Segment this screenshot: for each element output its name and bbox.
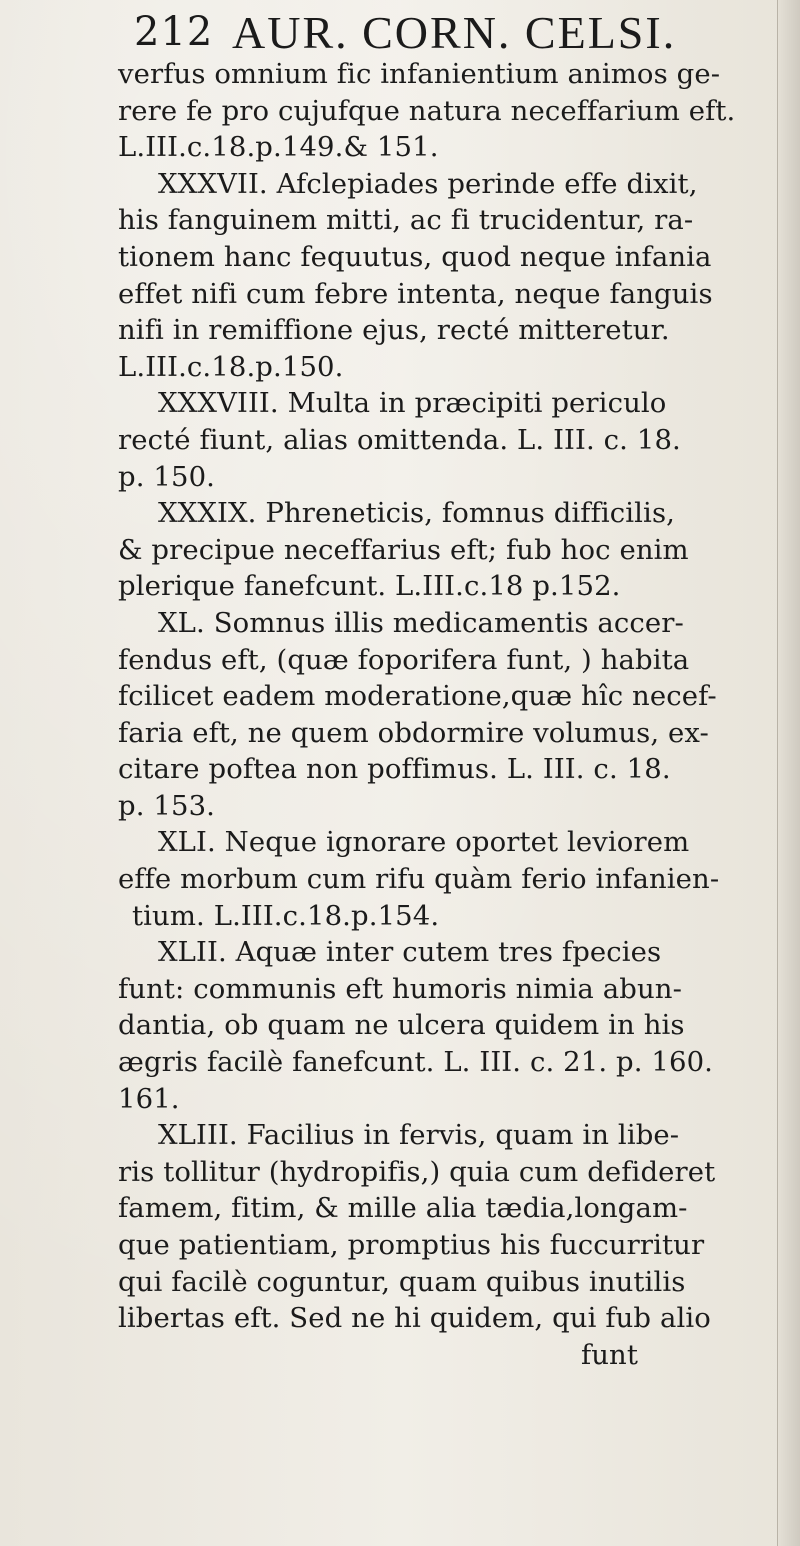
text-line: ægris facilè fanefcunt. L. III. c. 21. p. 160. [118,1046,714,1079]
citation-line: L.III.c.18.p.150. [118,350,344,383]
text-line: plerique fanefcunt. L.III.c.18 p.152. [118,570,621,603]
text-line: qui facilè coguntur, quam quibus inutilis [118,1265,686,1298]
text-line: citare poftea non poffimus. L. III. c. 18. [118,753,671,786]
text-line: libertas eft. Sed ne hi quidem, qui fub alio [118,1302,711,1335]
text-line: effe morbum cum rifu quàm ferio infanien- [118,863,720,896]
aphorism-start: XLIII. Facilius in fervis, quam in libe- [158,1119,680,1152]
text-line: funt: communis eft humoris nimia abun- [118,972,682,1005]
text-line: faria eft, ne quem obdormire volumus, ex- [118,716,709,749]
text-line: nifi in remiffione ejus, recté mitteretur. [118,314,670,347]
aphorism-start: XXXIX. Phreneticis, fomnus difficilis, [158,497,675,530]
text-line: rere fe pro cujufque natura neceffarium eft. [118,94,736,127]
page-number: 212 [134,9,214,55]
text-line: que patientiam, promptius his fuccurritur [118,1229,705,1261]
citation-line: p. 150. [118,460,216,493]
text-line: tium. L.III.c.18.p.154. [132,899,440,932]
catchword: funt [580,1338,638,1371]
text-line: effet nifi cum febre intenta, neque fanguis [118,277,713,310]
text-line: ris tollitur (hydropifis,) quia cum defideret [118,1155,716,1188]
running-title: AUR. CORN. CELSI. [232,7,677,58]
text-line: tionem hanc fequutus, quod neque infania [118,240,712,273]
citation-line: 161. [118,1082,180,1115]
body-text [118,56,778,1373]
text-line: verfus omnium fic infanientium animos ge- [118,58,721,90]
citation-line: L.III.c.18.p.149.& 151. [118,131,439,164]
aphorism-start: XL. Somnus illis medicamentis accer- [158,606,684,639]
aphorism-start: XLI. Neque ignorare oportet leviorem [158,826,690,859]
citation-line: p. 153. [118,789,216,822]
aphorism-start: XXXVII. Afclepiades perinde effe dixit, [158,167,698,200]
aphorism-start: XLII. Aquæ inter cutem tres fpecies [158,936,662,969]
text-line: his fanguinem mitti, ac fi trucidentur, ra- [118,204,694,237]
text-line: & precipue neceffarius eft; fub hoc enim [118,533,689,566]
text-line: recté fiunt, alias omittenda. L. III. c. 18. [118,423,681,456]
text-line: fendus eft, (quæ foporifera funt, ) habita [118,643,690,676]
aphorism-start: XXXVIII. Multa in præcipiti periculo [158,387,667,420]
page-edge [777,0,800,1546]
text-line: famem, fitim, & mille alia tædia,longam- [118,1192,688,1225]
running-header [0,0,800,60]
text-line: fcilicet eadem moderatione,quæ hîc necef- [118,680,717,713]
text-line: dantia, ob quam ne ulcera quidem in his [118,1009,685,1042]
